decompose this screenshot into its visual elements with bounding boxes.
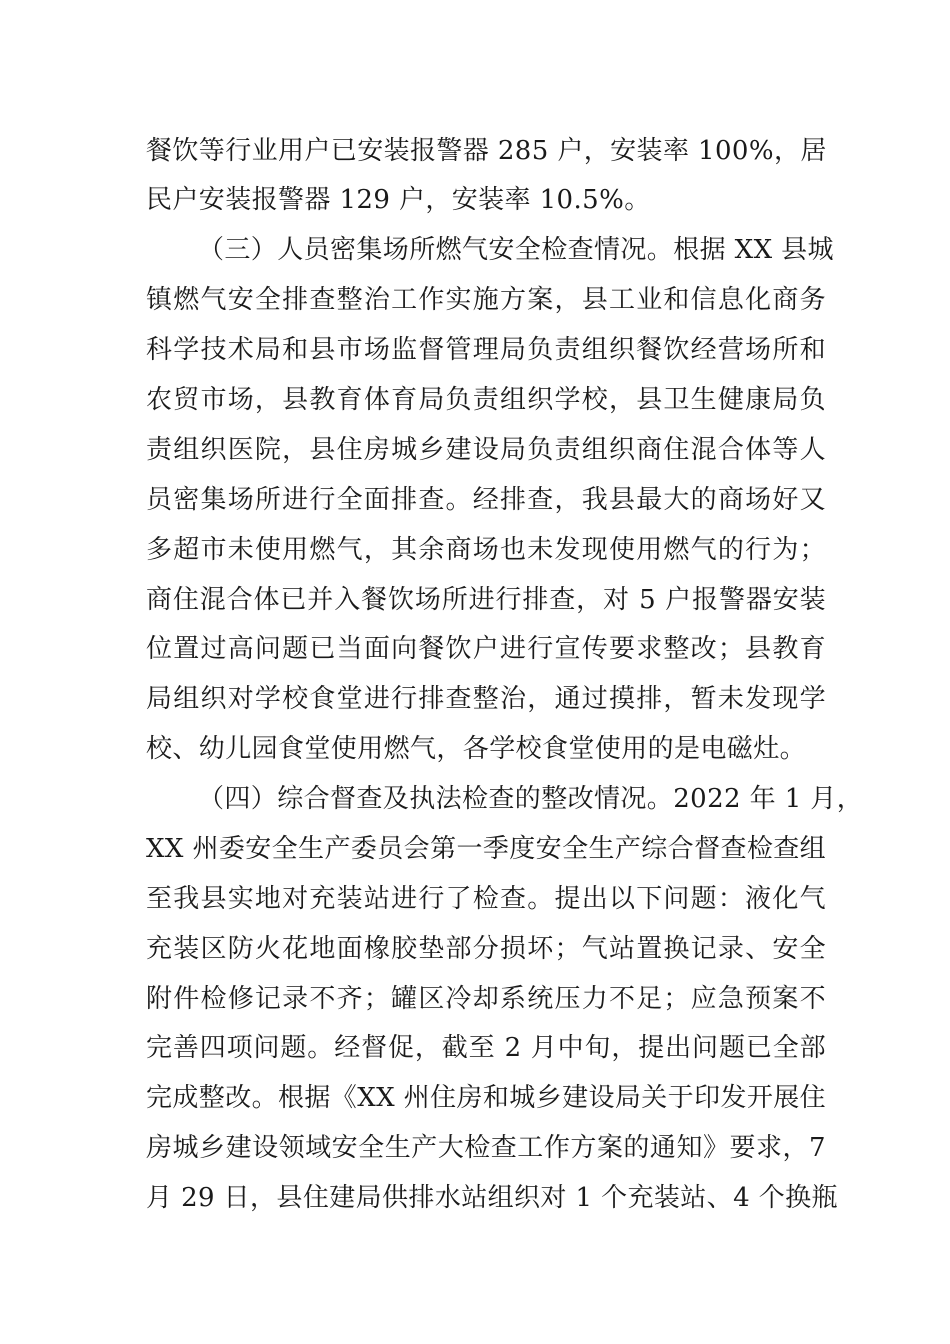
text-line: 完善四项问题。经督促，截至 2 月中旬，提出问题已全部 — [146, 1033, 826, 1063]
text-line: 员密集场所进行全面排查。经排查，我县最大的商场好又 — [146, 485, 826, 515]
text-line: 完成整改。根据《XX 州住房和城乡建设局关于印发开展住 — [146, 1083, 827, 1113]
text-line: 充装区防火花地面橡胶垫部分损坏；气站置换记录、安全 — [146, 934, 826, 964]
text-line: 月 29 日，县住建局供排水站组织对 1 个充装站、4 个换瓶 — [146, 1183, 838, 1213]
text-line: 镇燃气安全排查整治工作实施方案，县工业和信息化商务 — [146, 285, 826, 315]
text-line: （三）人员密集场所燃气安全检查情况。根据 XX 县城 — [198, 235, 834, 265]
text-line: 农贸市场，县教育体育局负责组织学校，县卫生健康局负 — [146, 385, 826, 415]
text-line: 餐饮等行业用户已安装报警器 285 户，安装率 100%，居 — [146, 136, 827, 166]
text-line: （四）综合督查及执法检查的整改情况。2022 年 1 月， — [198, 784, 864, 814]
text-line: 民户安装报警器 129 户，安装率 10.5%。 — [146, 185, 651, 215]
text-line: XX 州委安全生产委员会第一季度安全生产综合督查检查组 — [146, 834, 827, 864]
text-line: 责组织医院，县住房城乡建设局负责组织商住混合体等人 — [146, 435, 826, 465]
text-line: 多超市未使用燃气，其余商场也未发现使用燃气的行为； — [146, 535, 826, 565]
text-line: 位置过高问题已当面向餐饮户进行宣传要求整改；县教育 — [146, 634, 826, 664]
text-line: 校、幼儿园食堂使用燃气，各学校食堂使用的是电磁灶。 — [146, 734, 807, 764]
text-line: 科学技术局和县市场监督管理局负责组织餐饮经营场所和 — [146, 335, 826, 365]
text-line: 房城乡建设领域安全生产大检查工作方案的通知》要求，7 — [146, 1133, 826, 1163]
text-line: 商住混合体已并入餐饮场所进行排查，对 5 户报警器安装 — [146, 585, 826, 615]
text-line: 局组织对学校食堂进行排查整治，通过摸排，暂未发现学 — [146, 684, 826, 714]
text-line: 附件检修记录不齐；罐区冷却系统压力不足；应急预案不 — [146, 984, 826, 1014]
text-line: 至我县实地对充装站进行了检查。提出以下问题：液化气 — [146, 884, 826, 914]
